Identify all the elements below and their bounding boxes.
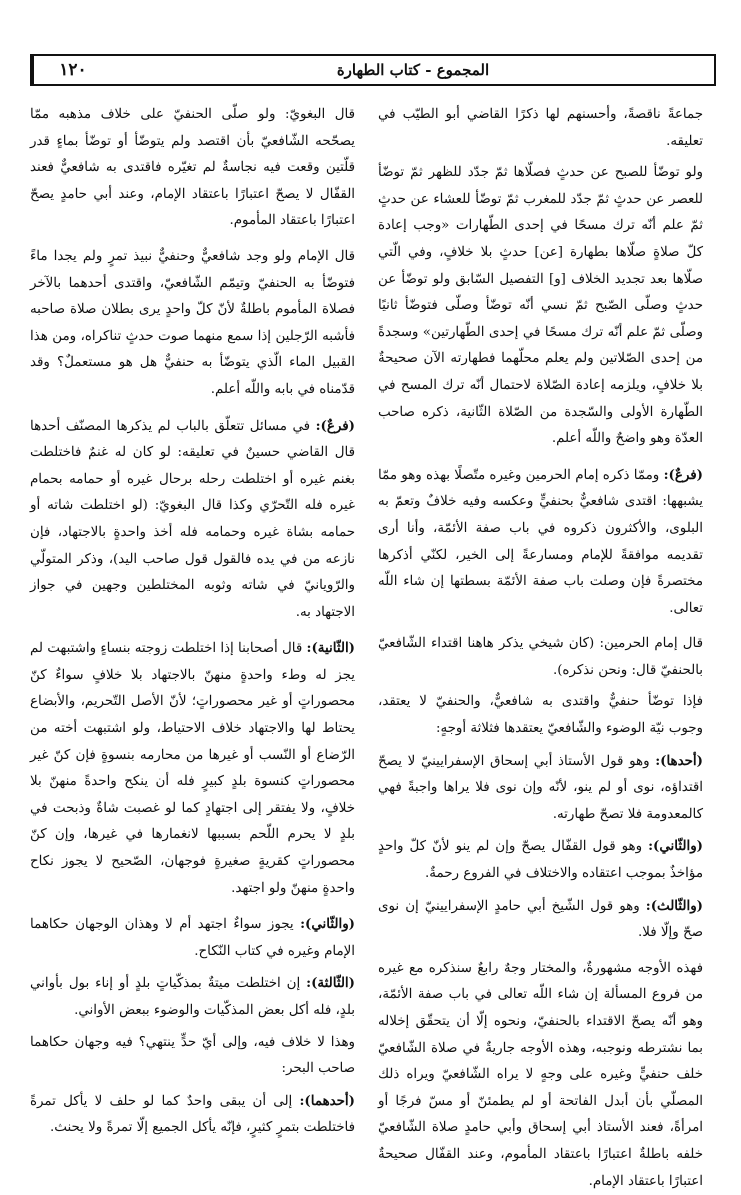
paragraph-text: وهذا لا خلاف فيه، وإلى أيّ حدٍّ ينتهي؟ فيه وجهان حكاهما صاحب البحر:	[30, 1034, 355, 1077]
paragraph-text: وهو قول الأستاذ أبي إسحاق الإسفرايينيّ لا يصحّ اقتداؤه، نوى أو لم ينو، لأنّه وإن نوى فلا يراها واجبةً فهي كالمعدومة فلا تصحّ طهارته.	[378, 753, 703, 822]
paragraph-label: (أحدهما):	[299, 1092, 355, 1109]
paragraph	[30, 1088, 355, 1142]
paragraph	[378, 102, 703, 155]
paragraph-label: (الثّانية):	[306, 640, 355, 657]
paragraph	[30, 970, 355, 1024]
paragraph-text: ولو توضّأ للصبح عن حدثٍ فصلّاها ثمّ جدّد للظهر ثمّ توضّأ للعصر عن حدثٍ ثمّ جدّد للمغرب ثمّ توضّأ للعشاء عن حدثٍ ثمّ علم أنّه ترك مسحًا في إحدى الطّهارات «وجب إعادة كلّ صلاةٍ صلّاها بطهارة [عن] حدثٍ بلا خلافٍ، وفي الّتي صلّاها بعد تجديد الخلاف [و] التفصيل السّابق ولو توضّأ عن حدثٍ وصلّى الصّبح ثمّ نسي أنّه توضّأ وصلّى فتوضّأ ثانيًا وصلّى ثمّ علم أنّه ترك مسحًا في إحدى الطّهارتين» وسجدةً من إحدى الصّلاتين ولم يعلم محلّهما فطهارته الآن صحيحةٌ بلا خلافٍ، ويلزمه إعادة الصّلاة لاحتمال أنّه ترك المسح في الطّهارة الأولى والسّجدة من الصّلاة الثّانية، ذكره صاحب العدّة وهو واضحٌ واللّه أعلم.	[378, 165, 703, 447]
paragraph	[378, 893, 703, 947]
paragraph-text: جماعةً ناقصةً، وأحسنهم لها ذكرًا القاضي أبو الطيّب في تعليقه.	[378, 107, 703, 149]
paragraph-text: وممّا ذكره إمام الحرمين وغيره متّصلًا بهذه وهو ممّا يشبهها: اقتدى شافعيٌّ بحنفيٍّ وعكسه وفيه خلافٌ وتعمّ به البلوى، والأكثرون ذكروه في باب صفة الأئمّة، وأنا أرى تقديمه موافقةً للإمام ومسارعةً إلى الخير، لكنّي أذكرها مختصرةً فإن وصلت باب صفة الأئمّة بسطتها إن شاء اللّه تعالى.	[378, 467, 703, 616]
paragraph	[378, 956, 703, 1195]
paragraph	[378, 160, 703, 453]
running-title: المجموع - كتاب الطهارة	[336, 61, 490, 79]
paragraph-text: قال إمام الحرمين: (كان شيخي يذكر هاهنا اقتداء الشّافعيّ بالحنفيّ قال: ونحن نذكره).	[378, 636, 703, 678]
paragraph	[378, 462, 703, 623]
right-text-column	[378, 102, 703, 1189]
paragraph-label: (فرعٌ):	[315, 417, 355, 434]
paragraph-text: في مسائل تتعلّق بالباب لم يذكرها المصنّف أحدها قال القاضي حسينٌ في تعليقه: لو كان له غنمٌ فاختلطت بغنم غيره أو اختلطت رحله برحال غيره أو حمامه بحمام غيره فله التّحرّي وكذا قال البغويّ: (لو اختلطت شاته أو حمامه بشاة غيره وحمامه فله أخذ واحدةٍ بالاجتهاد، فإن نازعه من في يده فالقول قول صاحب اليد)، وذكر المتولّي والرّويانيّ في شاته وثوبه المختلطين وجهين في جواز الاجتهاد به.	[30, 418, 355, 620]
paragraph	[30, 102, 355, 235]
paragraph	[30, 244, 355, 404]
paragraph-label: (أحدها):	[655, 752, 703, 769]
paragraph	[378, 833, 703, 887]
page-header	[30, 54, 716, 86]
paragraph	[30, 413, 355, 627]
paragraph-text: قال الإمام ولو وجد شافعيٌّ وحنفيٌّ نبيذ تمرٍ ولم يجدا ماءً فتوضّأ به الحنفيّ وتيمّم الشّافعيّ، واقتدى أحدهما بالآخر فصلاة المأموم باطلةٌ لأنّ كلّ واحدٍ يرى بطلان صلاة صاحبه فأشبه الرّجلين إذا سمع منهما صوت حدثٍ تناكراه، ومن هذا القبيل الماء الّذي يتوضّأ به حنفيٌّ هل هو مستعملٌ؟ وقد قدّمناه في بابه واللّه أعلم.	[30, 248, 355, 397]
paragraph	[378, 748, 703, 829]
left-text-column	[30, 102, 355, 1136]
paragraph-text: إن اختلطت ميتةٌ بمذكّياتٍ بلدٍ أو إناء بول بأواني بلدٍ، فله أكل بعض المذكّيات والوضوء ببعض الأواني.	[30, 976, 355, 1018]
paragraph-text: وهو قول القفّال يصحّ وإن لم ينو لأنّ كلّ واحدٍ مؤاخذٌ بموجب اعتقاده والاختلاف في الفروع رحمةٌ.	[378, 839, 703, 882]
paragraph-text: فإذا توضّأ حنفيٌّ واقتدى به شافعيٌّ، والحنفيّ لا يعتقد، وجوب نيّة الوضوء والشّافعيّ يعتقدها فثلاثة أوجهٍ:	[378, 694, 703, 737]
paragraph-text: يجوز سواءٌ اجتهد أم لا وهذان الوجهان حكاهما الإمام وغيره في كتاب النّكاح.	[30, 917, 355, 959]
paragraph-text: قال أصحابنا إذا اختلطت زوجته بنساءٍ واشتبهت لم يجز له وطء واحدةٍ منهنّ بالاجتهاد بلا خلافٍ سواءٌ كنّ محصوراتٍ أو غير محصوراتٍ؛ لأنّ الأصل التّحريم، والأبضاع يحتاط لها والاجتهاد خلاف الاحتياط، ولو اشتبهت أخته من الرّضاع أو النّسب أو غيرها من محارمه بنسوةٍ فإن كنّ غير محصوراتٍ كنسوة بلدٍ كبيرٍ فله أن ينكح واحدةً منهنّ بلا خلافٍ، ولا يفتقر إلى اجتهادٍ كما لو غصبت شاةٌ وذبحت في بلدٍ لا يحرم اللّحم بسببها لانغمارها في غيرها، وإن كنّ محصوراتٍ كقريةٍ صغيرةٍ فوجهان، الصّحيح لا يجوز نكاح واحدةٍ منهنّ ولو اجتهد.	[30, 641, 355, 896]
paragraph	[30, 635, 355, 902]
page-number: ١٢٠	[32, 56, 112, 84]
paragraph-label: (والثّاني):	[648, 838, 703, 855]
paragraph-text: قال البغويّ: ولو صلّى الحنفيّ على خلاف مذهبه ممّا يصحّحه الشّافعيّ بأن اقتصد ولم يتوضّأ أو توضّأ بماءٍ قدر قلّتين وقعت فيه نجاسةٌ لم تغيّره فاقتدى به شافعيٌّ فعند القفّال لا يصحّ اعتبارًا باعتقاد الإمام، وعند أبي حامدٍ يصحّ اعتبارًا باعتقاد المأموم.	[30, 107, 355, 229]
paragraph	[378, 631, 703, 684]
paragraph-text: فهذه الأوجه مشهورةٌ، والمختار وجهٌ رابعٌ سنذكره مع غيره من فروع المسألة إن شاء اللّه تعالى في باب صفة الأئمّة، وهو أنّه يصحّ الاقتداء بالحنفيّ، ونحوه إلّا أن يتحقّق إخلاله بما نشترطه ونوجبه، وهذه الأوجه جاريةٌ في صلاة الشّافعيّ خلف حنفيٍّ وغيره على وجهٍ لا يراه الشّافعيّ ويراه ذلك المصلّي بأن أبدل الفاتحة أو لم يطمئنّ أو مسّ فرجًا أو امرأةً، فعند الأستاذ أبي إسحاق وأبي حامدٍ صلاة الشّافعيّ خلفه باطلةٌ اعتبارًا باعتقاد المأموم، وعند القفّال صحيحةٌ اعتبارًا باعتقاد الإمام.	[378, 960, 703, 1189]
paragraph-label: (والثّاني):	[300, 916, 355, 933]
paragraph	[378, 689, 703, 742]
paragraph-label: (فرعٌ):	[663, 466, 703, 483]
paragraph-label: (والثّالث):	[645, 897, 703, 914]
paragraph	[30, 1030, 355, 1083]
paragraph-label: (الثّالثة):	[306, 975, 355, 992]
paragraph-text: إلى أن يبقى واحدٌ كما لو حلف لا يأكل تمرةً فاختلطت بتمرٍ كثيرٍ، فإنّه يأكل الجميع إلّا تمرةً ولا يحنث.	[30, 1093, 355, 1136]
paragraph	[30, 911, 355, 965]
paragraph-text: وهو قول الشّيخ أبي حامدٍ الإسفرايينيّ إن نوى صحّ وإلّا فلا.	[378, 898, 703, 941]
